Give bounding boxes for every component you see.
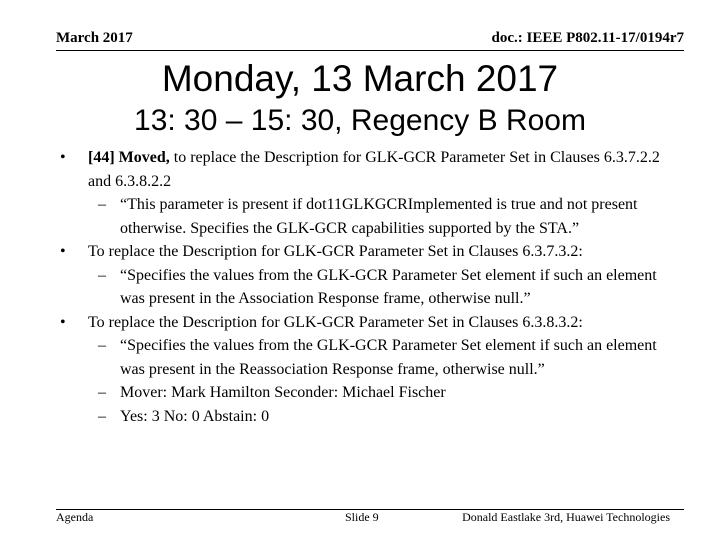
sub-bullet-vote <box>58 405 668 429</box>
bullet-text: To replace the Description for GLK-GCR Parameter Set in Clauses 6.3.7.3.2: <box>88 243 583 260</box>
sub-bullet-description-1 <box>58 193 668 240</box>
bullet-replace-6-3-7-3-2 <box>58 240 668 264</box>
footer-slide-number: Slide 9 <box>345 510 379 524</box>
dash-icon: – <box>98 196 106 213</box>
motion-text: to replace the Description for GLK-GCR Parameter Set in Clauses 6.3.7.2.2 and 6.3.8.2.2 <box>88 149 660 190</box>
slide-body <box>58 146 668 428</box>
sub-bullet-text: Mover: Mark Hamilton Seconder: Michael Fischer <box>120 384 446 401</box>
sub-bullet-text: “Specifies the values from the GLK-GCR Parameter Set element if such an element was present in the Association Response frame, otherwise null.” <box>120 266 657 307</box>
bullet-text: To replace the Description for GLK-GCR Parameter Set in Clauses 6.3.8.3.2: <box>88 313 583 331</box>
bullet-replace-6-3-8-3-2 <box>58 311 668 335</box>
sub-bullet-text: Yes: 3 No: 0 Abstain: 0 <box>120 407 270 425</box>
slide-title: Monday, 13 March 2017 <box>161 58 559 99</box>
header-doc-id: doc.: IEEE P802.11-17/0194r7 <box>491 30 684 46</box>
sub-bullet-description-2 <box>58 264 668 311</box>
bullet-icon: • <box>60 149 66 166</box>
slide-subtitle: 13: 30 – 15: 30, Regency B Room <box>134 104 586 137</box>
header-divider <box>56 50 684 51</box>
dash-icon: – <box>98 337 106 354</box>
dash-icon: – <box>98 266 106 284</box>
bullet-motion-44 <box>58 146 668 193</box>
motion-label: [44] Moved, <box>88 149 170 166</box>
sub-bullet-mover <box>58 381 668 405</box>
bullet-icon: • <box>60 313 66 331</box>
header-date: March 2017 <box>56 30 133 46</box>
footer-author: Donald Eastlake 3rd, Huawei Technologies <box>462 510 670 524</box>
sub-bullet-description-3 <box>58 334 668 381</box>
footer-agenda: Agenda <box>56 510 94 524</box>
bullet-icon: • <box>60 243 66 260</box>
dash-icon: – <box>98 384 106 401</box>
sub-bullet-text: “Specifies the values from the GLK-GCR Parameter Set element if such an element was present in the Reassociation Response frame, otherwise null.” <box>120 337 657 378</box>
sub-bullet-text: “This parameter is present if dot11GLKGCRImplemented is true and not present otherwise. Specifies the GLK-GCR capabilities supported by the STA.” <box>120 196 638 237</box>
dash-icon: – <box>98 407 106 425</box>
